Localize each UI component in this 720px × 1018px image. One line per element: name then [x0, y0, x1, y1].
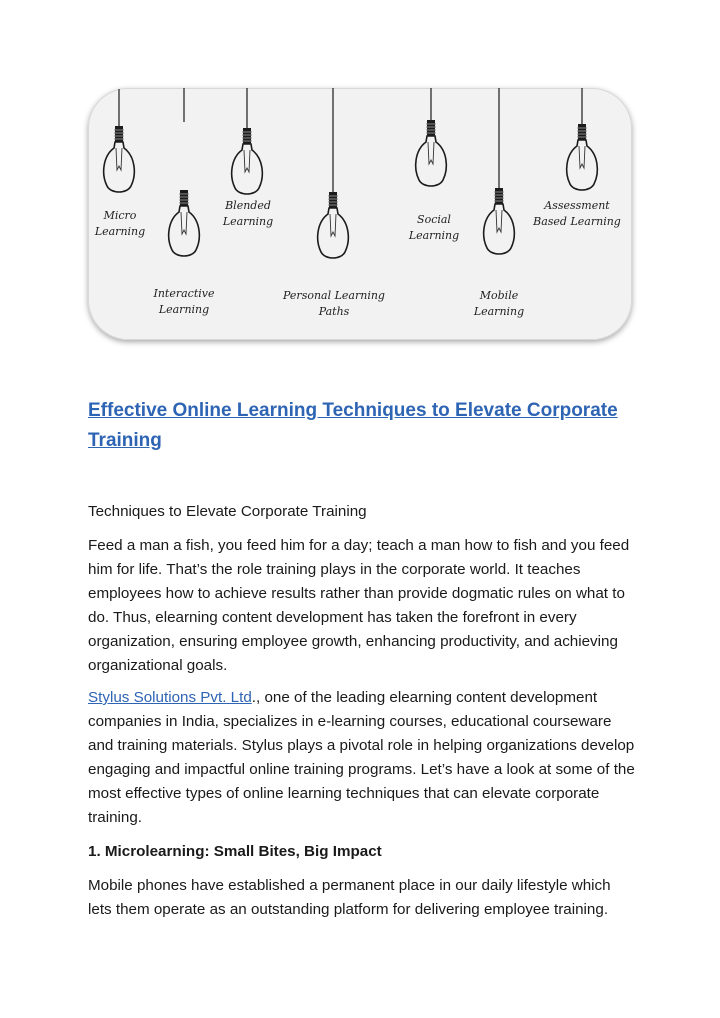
label-personal-learning-paths: Personal Learning Paths: [283, 289, 385, 318]
stylus-paragraph: [88, 686, 636, 830]
stylus-paragraph-text: ., one of the leading elearning content development companies in India, specializes in e-learning courses, educational courseware and training materials. Stylus plays a pivotal role in helping organizations develop engaging and impactful online training programs. Let’s have a look at some of the most effective types of online learning techniques that can elevate corporate training.: [88, 689, 635, 826]
label-blended-learning: Blended Learning: [222, 199, 274, 228]
article-subtitle: Techniques to Elevate Corporate Training: [88, 503, 367, 520]
label-micro-learning: Micro Learning: [94, 209, 146, 238]
stylus-solutions-link[interactable]: Stylus Solutions Pvt. Ltd: [88, 689, 252, 706]
label-mobile-learning: Mobile Learning: [473, 289, 525, 318]
hero-image: [88, 88, 632, 340]
microlearning-paragraph: Mobile phones have established a permanent place in our daily lifestyle which lets them operate as an outstanding platform for delivering employee training.: [88, 877, 611, 918]
label-assessment-learning: Assessment Based Learning: [533, 199, 621, 228]
intro-paragraph: Feed a man a fish, you feed him for a day; teach a man how to fish and you feed him for life. That’s the role training plays in the corporate world. It teaches employees how to achieve results rather than provide dogmatic rules on what to do. Thus, elearning content development has taken the forefront in every organization, ensuring employee growth, enhancing productivity, and achieving organizational goals.: [88, 537, 630, 674]
section-heading-microlearning: [88, 840, 636, 864]
label-social-learning: Social Learning: [408, 213, 460, 242]
section-heading-text: 1. Microlearning: Small Bites, Big Impact: [88, 843, 382, 860]
article-title[interactable]: Effective Online Learning Techniques to Elevate Corporate Training: [88, 400, 618, 451]
label-interactive-learning: Interactive Learning: [153, 287, 215, 316]
